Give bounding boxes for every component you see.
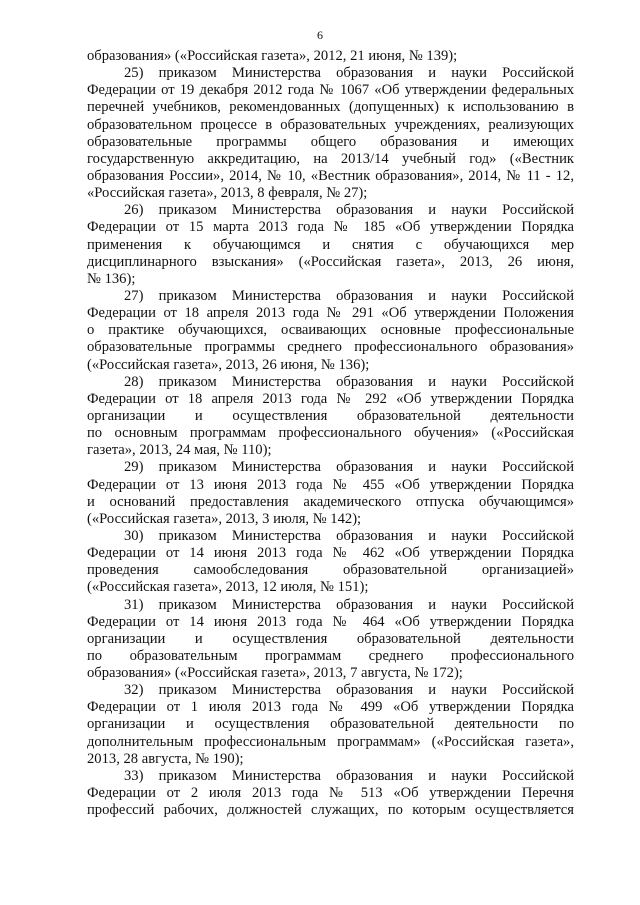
text-line: газета», 2013, 24 мая, № 110);: [87, 442, 272, 459]
text-line: 29) приказом Министерства образования и науки Российской: [124, 459, 574, 476]
text-line: профессий рабочих, должностей служащих, по которым осуществляется: [87, 802, 574, 819]
text-line: Федерации от 14 июня 2013 года № 464 «Об утверждении Порядка: [87, 613, 574, 630]
text-line: Федерации от 18 апреля 2013 года № 292 «Об утверждении Порядка: [87, 390, 574, 407]
text-line: применения к обучающимся и снятия с обучающихся мер: [87, 236, 574, 253]
text-line: 26) приказом Министерства образования и науки Российской: [124, 202, 574, 219]
text-line: государственную аккредитацию, на 2013/14 учебный год» («Вестник: [87, 150, 574, 167]
text-line: образовательные программы общего образования и имеющих: [87, 133, 574, 150]
text-line: Федерации от 19 декабря 2012 года № 1067 «Об утверждении федеральных: [87, 82, 574, 99]
document-body: [87, 48, 574, 819]
text-line: 25) приказом Министерства образования и науки Российской: [124, 65, 574, 82]
text-line: по основным программам профессионального обучения» («Российская: [87, 425, 574, 442]
text-line: Федерации от 2 июля 2013 года № 513 «Об утверждении Перечня: [87, 785, 574, 802]
text-line: образовательные программы среднего профессионального образования»: [87, 339, 574, 356]
text-line: («Российская газета», 2013, 3 июля, № 142);: [87, 510, 362, 527]
text-line: образования России», 2014, № 10, «Вестник образования», 2014, № 11 - 12,: [87, 167, 574, 184]
text-line: организации и осуществления образовательной деятельности: [87, 630, 574, 647]
text-line: 2013, 28 августа, № 190);: [87, 750, 244, 767]
page-number: 6: [317, 28, 323, 42]
text-line: перечней учебников, рекомендованных (допущенных) к использованию в: [87, 99, 574, 116]
text-line: № 136);: [87, 270, 136, 287]
text-line: Федерации от 1 июля 2013 года № 499 «Об утверждении Порядка: [87, 699, 574, 716]
text-line: организации и осуществления образовательной деятельности: [87, 407, 574, 424]
text-line: Федерации от 13 июня 2013 года № 455 «Об утверждении Порядка: [87, 476, 574, 493]
text-line: по образовательным программам среднего профессионального: [87, 647, 574, 664]
text-line: о практике обучающихся, осваивающих основные профессиональные: [87, 322, 574, 339]
text-line: 33) приказом Министерства образования и науки Российской: [124, 767, 574, 784]
text-line: организации и осуществления образовательной деятельности по: [87, 716, 574, 733]
text-line: 28) приказом Министерства образования и науки Российской: [124, 373, 574, 390]
text-line: 27) приказом Министерства образования и науки Российской: [124, 287, 574, 304]
text-line: («Российская газета», 2013, 26 июня, № 136);: [87, 356, 370, 373]
text-line: 30) приказом Министерства образования и науки Российской: [124, 527, 574, 544]
text-line: Федерации от 15 марта 2013 года № 185 «Об утверждении Порядка: [87, 219, 574, 236]
text-line: 32) приказом Министерства образования и науки Российской: [124, 682, 574, 699]
text-line: дисциплинарного взыскания» («Российская газета», 2013, 26 июня,: [87, 253, 574, 270]
text-line: («Российская газета», 2013, 12 июля, № 151);: [87, 579, 369, 596]
text-line: дополнительным профессиональным программам» («Российская газета»,: [87, 733, 574, 750]
text-line: «Российская газета», 2013, 8 февраля, № 27);: [87, 185, 368, 202]
text-line: образования» («Российская газета», 2013, 7 августа, № 172);: [87, 665, 463, 682]
text-line: Федерации от 18 апреля 2013 года № 291 «Об утверждении Положения: [87, 305, 574, 322]
text-line: образования» («Российская газета», 2012, 21 июня, № 139);: [87, 48, 458, 64]
text-line: Федерации от 14 июня 2013 года № 462 «Об утверждении Порядка: [87, 545, 574, 562]
text-line: образовательном процессе в образовательных учреждениях, реализующих: [87, 116, 574, 133]
text-line: проведения самообследования образовательной организацией»: [87, 562, 574, 579]
text-line: и оснований предоставления академического отпуска обучающимся»: [87, 493, 574, 510]
text-line: 31) приказом Министерства образования и науки Российской: [124, 596, 574, 613]
